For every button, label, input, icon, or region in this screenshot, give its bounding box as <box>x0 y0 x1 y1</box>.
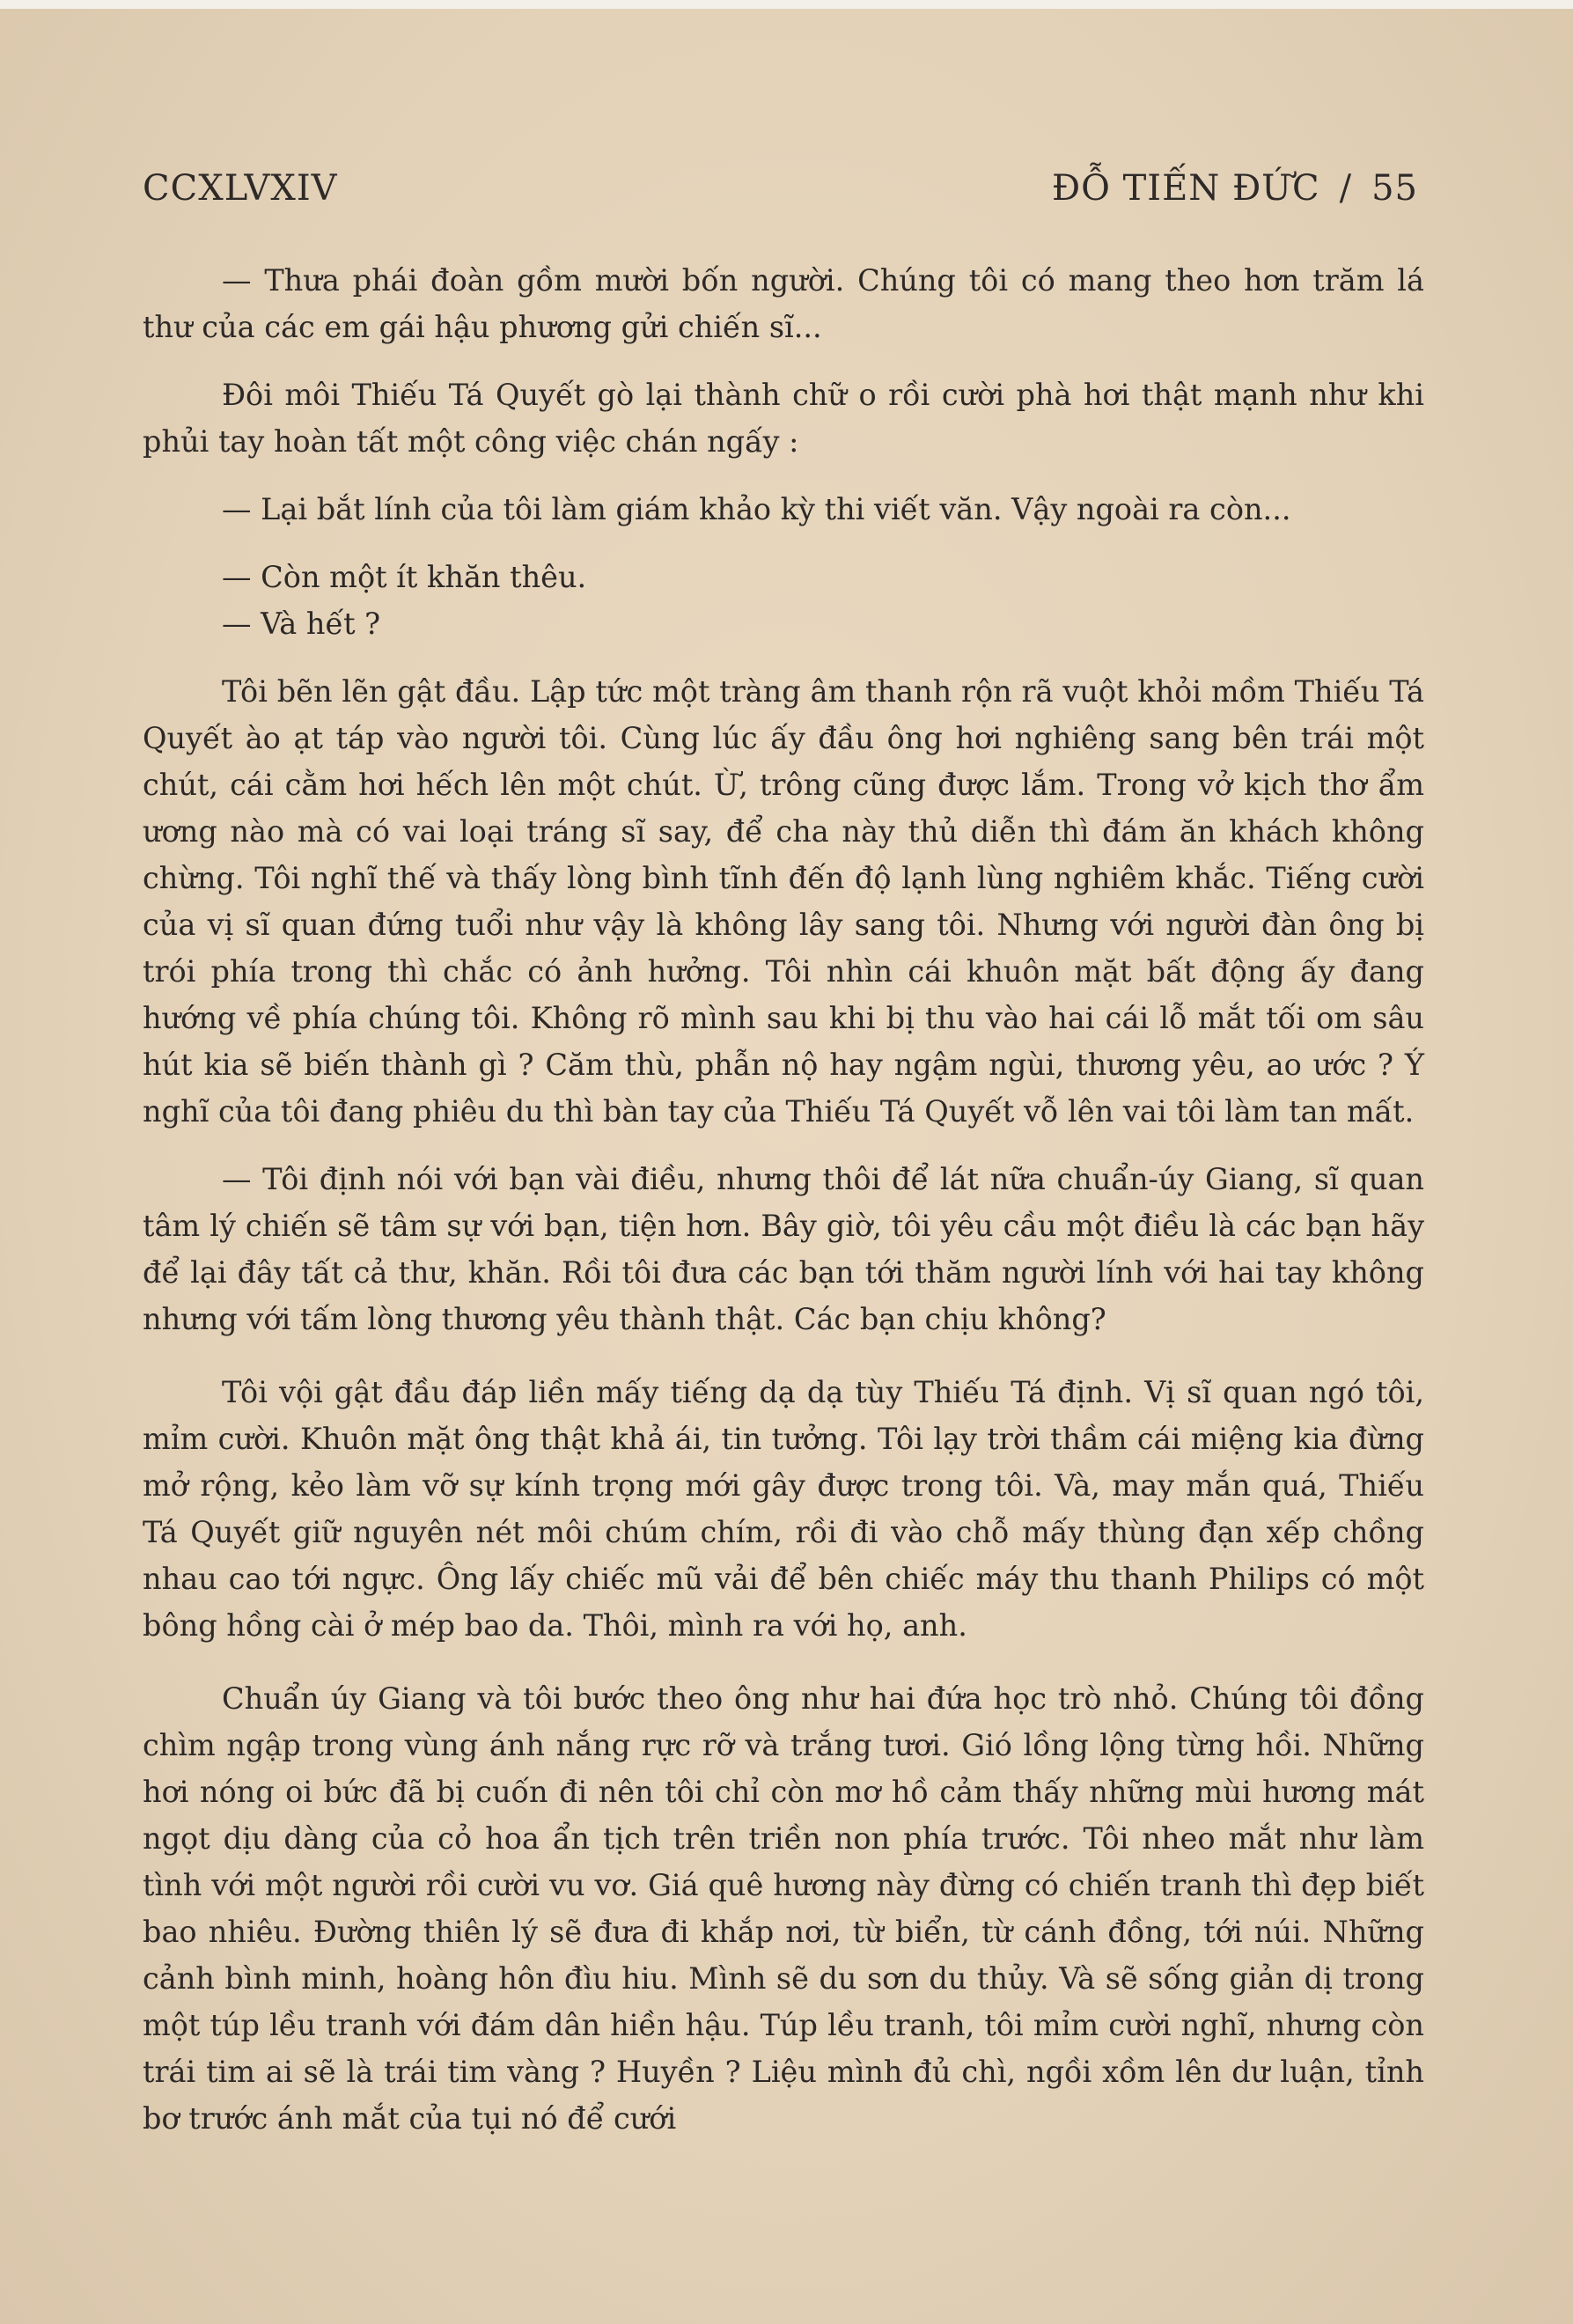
body-text <box>143 257 1424 2142</box>
paragraph-1: — Thưa phái đoàn gồm mười bốn người. Chúng tôi có mang theo hơn trăm lá thư của các em gái hậu phương gửi chiến sĩ... <box>143 263 1424 344</box>
header-separator: / <box>1339 168 1353 209</box>
paragraph-6: Tôi bẽn lẽn gật đầu. Lập tức một tràng âm thanh rộn rã vuột khỏi mồm Thiếu Tá Quyết ào ạt táp vào người tôi. Cùng lúc ấy đầu ông hơi nghiêng sang bên trái một chút, cái cằm hơi hếch lên một chút. Ừ, trông cũng được lắm. Trong vở kịch thơ ẩm ương nào mà có vai loại tráng sĩ say, để cha này thủ diễn thì đám ăn khách không chừng. Tôi nghĩ thế và thấy lòng bình tĩnh đến độ lạnh lùng nghiêm khắc. Tiếng cười của vị sĩ quan đứng tuổi như vậy là không lây sang tôi. Nhưng với người đàn ông bị trói phía trong thì chắc có ảnh hưởng. Tôi nhìn cái khuôn mặt bất động ấy đang hướng về phía chúng tôi. Không rõ mình sau khi bị thu vào hai cái lỗ mắt tối om sâu hút kia sẽ biến thành gì ? Căm thù, phẫn nộ hay ngậm ngùi, thương yêu, ao ước ? Ý nghĩ của tôi đang phiêu du thì bàn tay của Thiếu Tá Quyết vỗ lên vai tôi làm tan mất. <box>143 674 1424 1129</box>
paragraph-8: Tôi vội gật đầu đáp liền mấy tiếng dạ dạ tùy Thiếu Tá định. Vị sĩ quan ngó tôi, mỉm cười. Khuôn mặt ông thật khả ái, tin tưởng. Tôi lạy trời thầm cái miệng kia đừng mở rộng, kẻo làm vỡ sự kính trọng mới gây được trong tôi. Và, may mắn quá, Thiếu Tá Quyết giữ nguyên nét môi chúm chím, rồi đi vào chỗ mấy thùng đạn xếp chồng nhau cao tới ngực. Ông lấy chiếc mũ vải để bên chiếc máy thu thanh Philips có một bông hồng cài ở mép bao da. Thôi, mình ra với họ, anh. <box>143 1375 1424 1643</box>
paragraph-3: — Lại bắt lính của tôi làm giám khảo kỳ thi viết văn. Vậy ngoài ra còn... <box>222 492 1291 526</box>
page-header <box>143 164 1418 213</box>
paragraph-7: — Tôi định nói với bạn vài điều, nhưng thôi để lát nữa chuẩn-úy Giang, sĩ quan tâm lý chiến sẽ tâm sự với bạn, tiện hơn. Bây giờ, tôi yêu cầu một điều là các bạn hãy để lại đây tất cả thư, khăn. Rồi tôi đưa các bạn tới thăm người lính với hai tay không nhưng với tấm lòng thương yêu thành thật. Các bạn chịu không? <box>143 1162 1424 1336</box>
author-name: ĐỖ TIẾN ĐỨC <box>1051 168 1320 209</box>
page-number: 55 <box>1371 168 1418 209</box>
paragraph-2: Đôi môi Thiếu Tá Quyết gò lại thành chữ o rồi cười phà hơi thật mạnh như khi phủi tay hoàn tất một công việc chán ngấy : <box>143 378 1424 459</box>
paragraph-5: — Và hết ? <box>222 607 381 641</box>
paragraph-4: — Còn một ít khăn thêu. <box>222 560 587 594</box>
paragraph-9: Chuẩn úy Giang và tôi bước theo ông như hai đứa học trò nhỏ. Chúng tôi đồng chìm ngập trong vùng ánh nắng rực rỡ và trắng tươi. Gió lồng lộng từng hồi. Những hơi nóng oi bức đã bị cuốn đi nên tôi chỉ còn mơ hồ cảm thấy những mùi hương mát ngọt dịu dàng của cỏ hoa ẩn tịch trên triền non phía trước. Tôi nheo mắt như làm tình với một người rồi cười vu vơ. Giá quê hương này đừng có chiến tranh thì đẹp biết bao nhiêu. Đường thiên lý sẽ đưa đi khắp nơi, từ biển, từ cánh đồng, tới núi. Những cảnh bình minh, hoàng hôn đìu hiu. Mình sẽ du sơn du thủy. Và sẽ sống giản dị trong một túp lều tranh với đám dân hiền hậu. Túp lều tranh, tôi mỉm cười nghĩ, nhưng còn trái tim ai sẽ là trái tim vàng ? Huyền ? Liệu mình đủ chì, ngồi xồm lên dư luận, tỉnh bơ trước ánh mắt của tụi nó để cưới <box>143 1681 1424 2136</box>
chapter-roman-numeral: CCXLVXIV <box>143 168 338 209</box>
header-right <box>1052 168 1418 209</box>
